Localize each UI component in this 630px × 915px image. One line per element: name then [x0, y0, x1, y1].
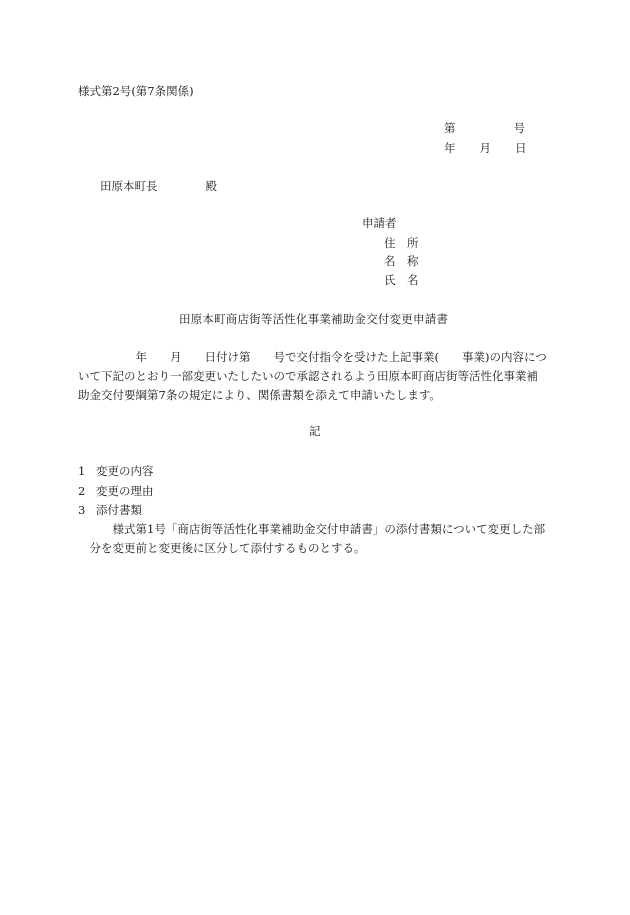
body-line-2: いて下記のとおり一部変更いたしたいので承認されるよう田原本町商店街等活性化事業補: [78, 369, 538, 383]
note-line-2: 分を変更前と変更後に区分して添付するものとする。: [78, 541, 366, 555]
number-suffix: 号: [513, 121, 525, 135]
item-label: 変更の理由: [96, 483, 154, 498]
document-number-line: [444, 123, 525, 135]
list-item: [78, 482, 154, 502]
addressee-honorific: 殿: [205, 179, 217, 193]
applicant-address-label: 住 所: [384, 236, 419, 250]
list-item: [78, 462, 154, 482]
item-number: 3: [78, 503, 86, 517]
addressee: [100, 181, 217, 193]
form-label: 様式第2号(第7条関係): [78, 84, 194, 98]
item-list: [78, 462, 154, 521]
list-item: [78, 501, 154, 521]
applicant-heading: 申請者: [362, 216, 397, 230]
date-line: [444, 143, 527, 155]
number-prefix: 第: [444, 121, 456, 135]
body-line-1: 年 月 日付け第 号で交付指令を受けた上記事業( 事業)の内容につ: [78, 350, 547, 364]
item-label: 添付書類: [96, 503, 142, 517]
item-number: 2: [78, 483, 86, 498]
item-number: 1: [78, 464, 86, 478]
note-line-1: 様式第1号「商店街等活性化事業補助金交付申請書」の添付書類について変更した部: [78, 522, 546, 536]
body-line-3: 助金交付要綱第7条の規定により、関係書類を添えて申請いたします。: [78, 388, 441, 402]
document-title: 田原本町商店街等活性化事業補助金交付変更申請書: [179, 312, 449, 326]
item-label: 変更の内容: [96, 464, 154, 478]
applicant-org-name-label: 名 称: [384, 254, 419, 268]
date-month: 月: [479, 141, 491, 155]
attachment-note: [78, 520, 556, 558]
date-day: 日: [515, 141, 527, 155]
applicant-person-name-label: 氏 名: [384, 273, 419, 287]
addressee-name: 田原本町長: [100, 179, 158, 193]
body-paragraph: [78, 348, 556, 405]
date-year: 年: [444, 141, 456, 155]
ki-heading: 記: [309, 424, 321, 438]
